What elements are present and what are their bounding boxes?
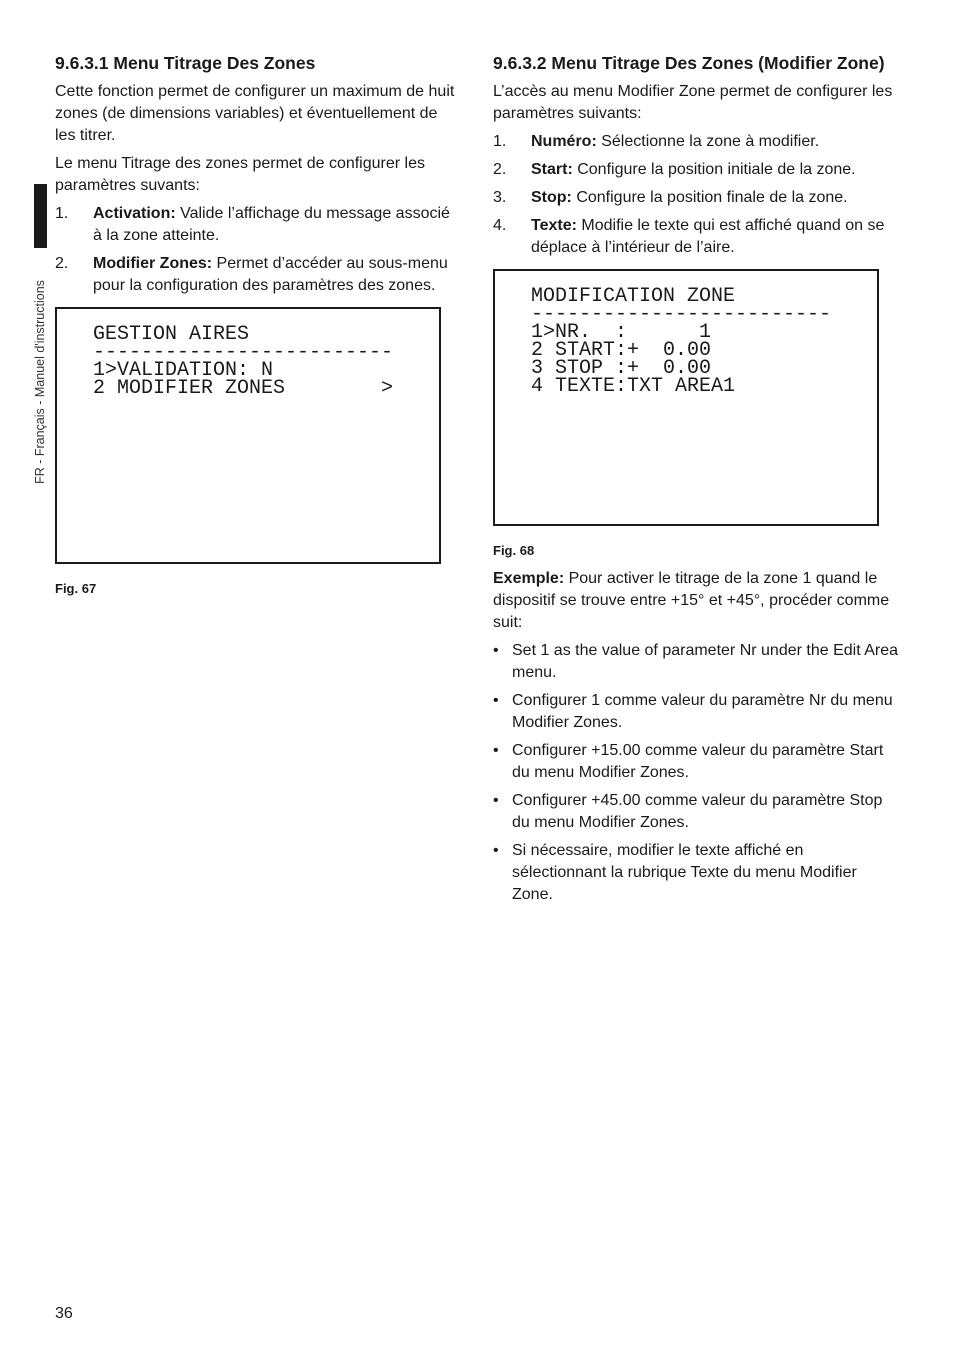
bullet-item (493, 690, 898, 734)
list-item (493, 131, 898, 153)
list-item-number: 2. (493, 161, 507, 178)
screen-separator: ------------------------- (531, 303, 832, 326)
screen-line: 1>VALIDATION: N (93, 359, 274, 382)
section-heading-9-6-3-2: 9.6.3.2 Menu Titrage Des Zones (Modifier Zone) (493, 53, 885, 73)
osd-menu-screen-gestion-aires (55, 307, 441, 564)
bullet-text: Si nécessaire, modifier le texte affiché en sélectionnant la rubrique Texte du menu Modifier Zone. (512, 842, 857, 903)
bullet-item (493, 640, 898, 684)
list-item (55, 203, 457, 247)
section-tab-marker (34, 184, 47, 248)
list-item-term: Texte: (531, 217, 577, 234)
list-item-number: 1. (493, 133, 507, 150)
bullet-icon: • (493, 842, 499, 859)
list-item (493, 215, 898, 259)
screen-line: 2 MODIFIER ZONES > (93, 377, 394, 400)
left-parameter-list (55, 203, 457, 297)
section-heading-9-6-3-1: 9.6.3.1 Menu Titrage Des Zones (55, 53, 316, 73)
bullet-icon: • (493, 642, 499, 659)
list-item (55, 253, 457, 297)
screen-line: MODIFICATION ZONE (531, 285, 736, 308)
list-item-term: Stop: (531, 189, 572, 206)
left-column (55, 52, 457, 596)
bullet-icon: • (493, 692, 499, 709)
list-item-text: Configure la position finale de la zone. (571, 189, 848, 206)
example-text: Pour activer le titrage de la zone 1 quand le dispositif se trouve entre +15° et +45°, procéder comme suit: (493, 570, 890, 631)
bullet-text: Configurer 1 comme valeur du paramètre Nr du menu Modifier Zones. (512, 692, 893, 731)
screen-line: 3 STOP :+ 0.00 (531, 357, 712, 380)
list-item-term: Activation: (93, 205, 176, 222)
list-item-term: Numéro: (531, 133, 597, 150)
screen-line: 2 START:+ 0.00 (531, 339, 712, 362)
bullet-item (493, 840, 898, 906)
list-item-text: Valide l’affichage du message associé à la zone atteinte. (93, 205, 450, 244)
bullet-icon: • (493, 792, 499, 809)
list-item-number: 2. (55, 255, 69, 272)
bullet-text: Set 1 as the value of parameter Nr under the Edit Area menu. (512, 642, 898, 681)
bullet-item (493, 740, 898, 784)
left-paragraph-2: Le menu Titrage des zones permet de configurer les paramètres suvants: (55, 155, 425, 194)
list-item-term: Start: (531, 161, 573, 178)
bullet-text: Configurer +45.00 comme valeur du paramètre Stop du menu Modifier Zones. (512, 792, 883, 831)
screen-line: 4 TEXTE:TXT AREA1 (531, 375, 736, 398)
bullet-icon: • (493, 742, 499, 759)
list-item (493, 159, 898, 181)
sidebar-language-label: FR - Français - Manuel d'instructions (33, 280, 47, 484)
example-steps-list (493, 640, 898, 906)
screen-line: GESTION AIRES (93, 323, 250, 346)
list-item-number: 1. (55, 205, 69, 222)
bullet-item (493, 790, 898, 834)
bullet-text: Configurer +15.00 comme valeur du paramètre Start du menu Modifier Zones. (512, 742, 884, 781)
right-intro-paragraph: L’accès au menu Modifier Zone permet de configurer les paramètres suivants: (493, 83, 893, 122)
list-item-number: 3. (493, 189, 507, 206)
list-item-term: Modifier Zones: (93, 255, 213, 272)
list-item (493, 187, 898, 209)
list-item-text: Permet d’accéder au sous-menu pour la configuration des paramètres des zones. (93, 255, 448, 294)
page-number: 36 (55, 1305, 73, 1322)
figure-caption: Fig. 68 (493, 543, 535, 558)
right-parameter-list (493, 131, 898, 259)
example-paragraph (493, 568, 898, 634)
screen-separator: ------------------------- (93, 341, 394, 364)
list-item-number: 4. (493, 217, 507, 234)
screen-line: 1>NR. : 1 (531, 321, 712, 344)
left-paragraph-1: Cette fonction permet de configurer un maximum de huit zones (de dimensions variables) et éventuellement de les titrer. (55, 83, 455, 144)
example-term: Exemple: (493, 570, 565, 587)
figure-caption: Fig. 67 (55, 581, 97, 596)
osd-menu-screen-modification-zone (493, 269, 879, 526)
right-column (493, 52, 898, 912)
list-item-text: Sélectionne la zone à modifier. (596, 133, 820, 150)
list-item-text: Modifie le texte qui est affiché quand on se déplace à l’intérieur de l’aire. (531, 217, 885, 256)
list-item-text: Configure la position initiale de la zone. (572, 161, 856, 178)
